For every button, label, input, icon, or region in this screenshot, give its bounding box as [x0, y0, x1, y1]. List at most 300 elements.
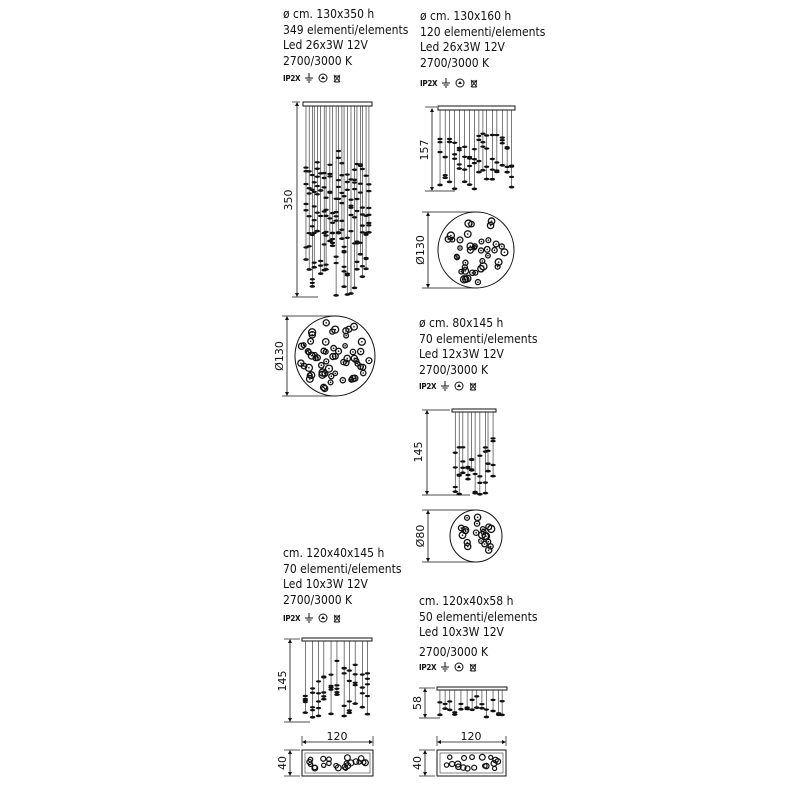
glass-element — [460, 460, 465, 462]
element-dot-center — [338, 350, 340, 352]
glass-element — [348, 199, 353, 201]
glass-element — [341, 270, 346, 272]
element-dot-center — [330, 375, 332, 377]
glass-element — [458, 703, 463, 705]
width-label: 120 — [326, 730, 348, 743]
glass-element — [341, 715, 347, 718]
glass-element — [310, 278, 315, 280]
glass-element — [490, 437, 495, 439]
color-temp: 2700/3000 K — [283, 592, 353, 607]
element-dot-center — [330, 382, 332, 384]
glass-element — [347, 709, 352, 711]
glass-element — [467, 165, 472, 167]
glass-element — [341, 246, 346, 248]
glass-element — [327, 164, 332, 166]
glass-element — [318, 272, 324, 275]
glass-element — [318, 189, 323, 191]
element-dot-center — [486, 249, 488, 251]
size: ø cm. 130x350 h — [283, 7, 375, 21]
element-dot-center — [345, 335, 347, 337]
model-1-plan — [273, 316, 375, 396]
diameter-label: Ø130 — [414, 235, 427, 265]
led: Led 10x3W 12V — [283, 577, 368, 591]
glass-element — [452, 490, 458, 493]
glass-element — [476, 160, 481, 162]
element-dot-center — [501, 246, 503, 248]
elements: 120 elementi/elements — [420, 24, 546, 39]
glass-element — [494, 134, 499, 136]
glass-element — [474, 706, 480, 709]
glass-element — [328, 685, 333, 687]
glass-element — [480, 133, 485, 135]
model-1-elevation — [282, 102, 372, 297]
element-dot-center — [368, 360, 370, 362]
glass-element — [366, 183, 371, 185]
glass-element — [484, 708, 489, 710]
glass-element — [342, 672, 347, 674]
element-dot-center — [467, 278, 469, 280]
glass-element — [479, 707, 485, 710]
glass-element — [303, 183, 308, 185]
glass-element — [323, 263, 328, 265]
glass-element — [347, 680, 352, 682]
glass-element — [352, 181, 357, 183]
element-dot-center — [472, 272, 474, 274]
glass-element — [500, 139, 505, 141]
glass-element — [485, 470, 491, 473]
glass-element — [469, 708, 475, 711]
glass-element — [484, 134, 489, 136]
glass-element — [345, 189, 350, 191]
glass-element — [456, 167, 462, 170]
element-dot-center — [468, 223, 470, 225]
glass-element — [452, 153, 457, 155]
glass-element — [307, 170, 312, 172]
glass-element — [472, 158, 477, 160]
element-dot-center — [465, 262, 467, 264]
glass-element — [360, 275, 366, 278]
glass-element — [311, 266, 317, 269]
glass-element — [345, 173, 350, 175]
glass-element — [348, 214, 353, 216]
glass-element — [365, 713, 371, 716]
glass-element — [345, 181, 350, 183]
element-dot-center — [488, 541, 490, 543]
glass-element — [509, 165, 514, 167]
ip-rating: IP2X — [420, 78, 438, 88]
glass-element — [312, 261, 317, 263]
model-2-elevation — [418, 106, 515, 191]
glass-element — [477, 455, 482, 457]
glass-element — [316, 714, 322, 717]
glass-element — [310, 285, 316, 288]
glass-element — [500, 136, 505, 138]
model-3-plan — [414, 510, 502, 562]
glass-element — [330, 238, 335, 240]
glass-element — [352, 702, 358, 705]
element-dot-center — [342, 379, 344, 381]
glass-element — [366, 190, 371, 192]
glass-element — [303, 209, 308, 211]
glass-element — [363, 234, 368, 236]
width-label: 120 — [460, 730, 482, 743]
height-label: 350 — [282, 189, 295, 211]
glass-element — [347, 711, 353, 714]
size: ø cm. 80x145 h — [419, 316, 504, 330]
glass-element — [363, 175, 368, 177]
glass-element — [476, 139, 481, 141]
glass-element — [437, 713, 443, 716]
glass-element — [303, 258, 309, 261]
glass-element — [333, 294, 339, 297]
element-dot-center — [308, 367, 310, 369]
ceiling-canopy — [438, 106, 515, 110]
element-dot-center — [490, 528, 492, 530]
glass-element — [457, 163, 462, 165]
glass-element — [479, 703, 484, 705]
glass-element — [310, 716, 316, 719]
height-label: 157 — [418, 139, 431, 161]
element-dot-center — [361, 341, 363, 343]
glass-element — [334, 220, 339, 222]
glass-element — [339, 202, 344, 204]
glass-element — [500, 142, 505, 144]
led: Led 10x3W 12V — [419, 625, 504, 639]
element-dot-center — [480, 268, 482, 270]
glass-element — [303, 699, 308, 701]
element-dot-center — [464, 266, 466, 268]
glass-element — [490, 699, 495, 701]
glass-element — [321, 691, 326, 693]
element-dot-center — [309, 378, 311, 380]
glass-element — [509, 186, 515, 189]
glass-element — [306, 268, 312, 271]
glass-element — [363, 258, 368, 260]
element-dot-center — [481, 241, 483, 243]
glass-element — [327, 217, 332, 219]
glass-element — [330, 222, 335, 224]
glass-element — [480, 141, 485, 143]
glass-element — [490, 168, 495, 170]
glass-element — [354, 198, 359, 200]
element-dot-center — [334, 372, 336, 374]
glass-element — [469, 458, 474, 460]
element-dot-center — [308, 352, 310, 354]
element-dot-center — [488, 549, 490, 551]
glass-element — [352, 216, 357, 218]
glass-element — [318, 260, 323, 262]
pendant-wires — [303, 106, 372, 297]
element-dot-center — [490, 225, 492, 227]
height-label: 145 — [412, 441, 425, 463]
glass-element — [453, 486, 458, 488]
glass-element — [328, 712, 334, 715]
color-temp: 2700/3000 K — [420, 55, 490, 70]
glass-element — [334, 691, 339, 693]
glass-element — [336, 186, 341, 188]
glass-element — [490, 440, 495, 442]
glass-element — [443, 156, 448, 158]
glass-element — [336, 198, 341, 200]
glass-element — [315, 185, 320, 187]
glass-element — [342, 705, 347, 707]
glass-element — [460, 467, 465, 469]
element-dot-center — [311, 334, 313, 336]
glass-element — [348, 230, 353, 232]
element-dot-center — [450, 235, 452, 237]
glass-element — [330, 232, 335, 234]
glass-element — [334, 684, 339, 686]
glass-element — [353, 682, 358, 684]
glass-element — [347, 700, 352, 702]
glass-element — [321, 676, 326, 678]
element-dot-center — [352, 378, 354, 380]
glass-element — [366, 214, 371, 216]
element-dot-center — [459, 247, 461, 249]
glass-element — [485, 462, 490, 464]
element-dot-center — [303, 344, 305, 346]
glass-element — [360, 224, 365, 226]
element-dot-center — [462, 534, 464, 536]
glass-element — [505, 166, 510, 168]
element-dot-center — [483, 531, 485, 533]
glass-element — [310, 282, 315, 284]
led: Led 26x3W 12V — [420, 40, 505, 54]
element-dot-center — [354, 358, 356, 360]
pendant-wires — [452, 412, 495, 496]
glass-element — [457, 474, 462, 476]
glass-element — [499, 164, 505, 167]
element-dot-center — [345, 330, 347, 332]
glass-element — [354, 210, 359, 212]
element-dot-center — [353, 326, 355, 328]
depth-label: 40 — [276, 756, 289, 770]
element-dot-center — [323, 350, 325, 352]
glass-element — [443, 703, 448, 705]
glass-element — [327, 191, 332, 193]
glass-element — [474, 695, 479, 697]
glass-element — [477, 493, 483, 496]
glass-element — [483, 446, 488, 448]
elements: 70 elementi/elements — [419, 331, 538, 346]
ceiling-canopy — [303, 102, 372, 106]
ip-rating: IP2X — [283, 73, 301, 83]
glass-element — [347, 669, 352, 671]
element-dot-center — [352, 351, 354, 353]
ceiling-canopy — [437, 687, 507, 690]
glass-element — [315, 211, 320, 213]
glass-element — [334, 660, 339, 662]
element-dot-center — [480, 250, 482, 252]
glass-element — [469, 469, 475, 472]
glass-element — [323, 215, 328, 217]
element-dot-center — [447, 238, 449, 240]
glass-element — [490, 178, 496, 181]
element-dot-center — [474, 245, 476, 247]
glass-element — [462, 156, 467, 158]
element-dot-center — [456, 257, 458, 259]
glass-element — [442, 176, 448, 179]
glass-element — [457, 149, 462, 151]
glass-element — [472, 188, 478, 191]
glass-element — [365, 678, 370, 680]
glass-element — [303, 203, 308, 205]
element-dot-center — [324, 388, 326, 390]
glass-element — [458, 708, 464, 711]
element-dot-center — [477, 281, 479, 283]
element-dot-center — [475, 532, 477, 534]
glass-element — [484, 716, 490, 719]
glass-element — [452, 142, 457, 144]
glass-element — [316, 700, 321, 702]
element-dot-center — [333, 347, 335, 349]
ip-rating: IP2X — [283, 613, 301, 623]
glass-element — [348, 292, 354, 295]
glass-element — [312, 181, 317, 183]
glass-element — [352, 188, 357, 190]
glass-element — [327, 175, 332, 177]
glass-element — [336, 150, 341, 152]
glass-element — [484, 147, 489, 149]
glass-element — [360, 686, 365, 688]
size: cm. 120x40x145 h — [283, 546, 385, 560]
element-dot-center — [325, 341, 327, 343]
glass-element — [360, 265, 365, 267]
glass-element — [465, 478, 471, 481]
glass-element — [323, 268, 329, 271]
glass-element — [462, 168, 467, 170]
glass-element — [360, 692, 365, 694]
glass-element — [467, 183, 473, 186]
glass-element — [360, 673, 365, 675]
glass-element — [345, 274, 350, 276]
glass-element — [348, 207, 353, 209]
glass-element — [494, 161, 499, 163]
element-dot-center — [497, 266, 499, 268]
glass-element — [315, 175, 320, 177]
glass-element — [360, 206, 365, 208]
ip-rating: IP2X — [419, 381, 437, 391]
element-dot-center — [315, 357, 317, 359]
glass-element — [453, 452, 458, 454]
glass-element — [330, 244, 336, 247]
element-dot-center — [488, 239, 490, 241]
glass-element — [447, 180, 453, 183]
element-dot-center — [494, 249, 496, 251]
color-temp: 2700/3000 K — [283, 53, 353, 68]
glass-element — [316, 692, 321, 694]
model-5-elevation — [411, 687, 507, 718]
glass-element — [354, 261, 359, 263]
glass-element — [462, 180, 468, 183]
glass-element — [366, 207, 371, 209]
glass-element — [310, 687, 315, 689]
glass-element — [443, 174, 448, 176]
glass-element — [490, 134, 495, 136]
glass-element — [467, 157, 472, 159]
glass-element — [505, 146, 510, 148]
glass-element — [339, 220, 344, 222]
glass-element — [465, 474, 470, 476]
glass-element — [490, 464, 495, 466]
glass-element — [307, 245, 312, 247]
glass-element — [328, 673, 333, 675]
glass-element — [341, 195, 346, 197]
glass-element — [437, 701, 442, 703]
glass-element — [312, 219, 317, 221]
elements: 50 elementi/elements — [419, 609, 538, 624]
glass-element — [316, 707, 321, 709]
ip-rating: IP2X — [419, 662, 437, 672]
glass-element — [366, 231, 372, 234]
glass-element — [366, 224, 371, 226]
glass-element — [437, 184, 443, 187]
glass-element — [310, 692, 315, 694]
glass-element — [365, 695, 370, 697]
element-dot-center — [484, 543, 486, 545]
glass-element — [315, 193, 320, 195]
element-dot-center — [300, 362, 302, 364]
glass-element — [483, 481, 488, 483]
glass-element — [472, 148, 477, 150]
glass-element — [365, 683, 370, 685]
glass-element — [484, 166, 489, 168]
glass-element — [303, 166, 308, 168]
glass-element — [462, 146, 467, 148]
glass-element — [464, 708, 470, 711]
element-dot-center — [466, 517, 468, 519]
glass-element — [323, 231, 328, 233]
glass-element — [327, 173, 332, 175]
element-dot-center — [325, 361, 327, 363]
glass-element — [354, 268, 360, 271]
pendant-wires — [302, 641, 370, 719]
glass-element — [318, 215, 323, 217]
glass-element — [447, 141, 452, 143]
element-dot-center — [360, 351, 362, 353]
glass-element — [341, 285, 347, 288]
led: Led 26x3W 12V — [283, 38, 368, 52]
glass-element — [339, 174, 344, 176]
element-dot-center — [476, 523, 478, 525]
glass-element — [323, 197, 328, 199]
model-4-plan — [276, 730, 373, 776]
glass-element — [315, 161, 320, 163]
glass-element — [447, 700, 452, 702]
glass-element — [352, 169, 357, 171]
glass-element — [334, 256, 339, 258]
glass-element — [457, 147, 462, 149]
element-dot-center — [482, 260, 484, 262]
glass-element — [342, 667, 347, 669]
glass-element — [465, 466, 470, 468]
element-dot-center — [310, 340, 312, 342]
glass-element — [460, 446, 465, 448]
glass-element — [323, 234, 328, 236]
glass-element — [352, 179, 357, 181]
element-dot-center — [332, 356, 334, 358]
model-5-plan — [411, 730, 506, 776]
glass-element — [476, 135, 481, 137]
glass-element — [363, 267, 369, 270]
element-dot-center — [360, 366, 362, 368]
elements: 70 elementi/elements — [283, 561, 402, 576]
element-dot-center — [346, 358, 348, 360]
glass-element — [302, 711, 308, 714]
glass-element — [437, 141, 442, 143]
glass-element — [484, 178, 490, 181]
glass-element — [334, 215, 339, 217]
